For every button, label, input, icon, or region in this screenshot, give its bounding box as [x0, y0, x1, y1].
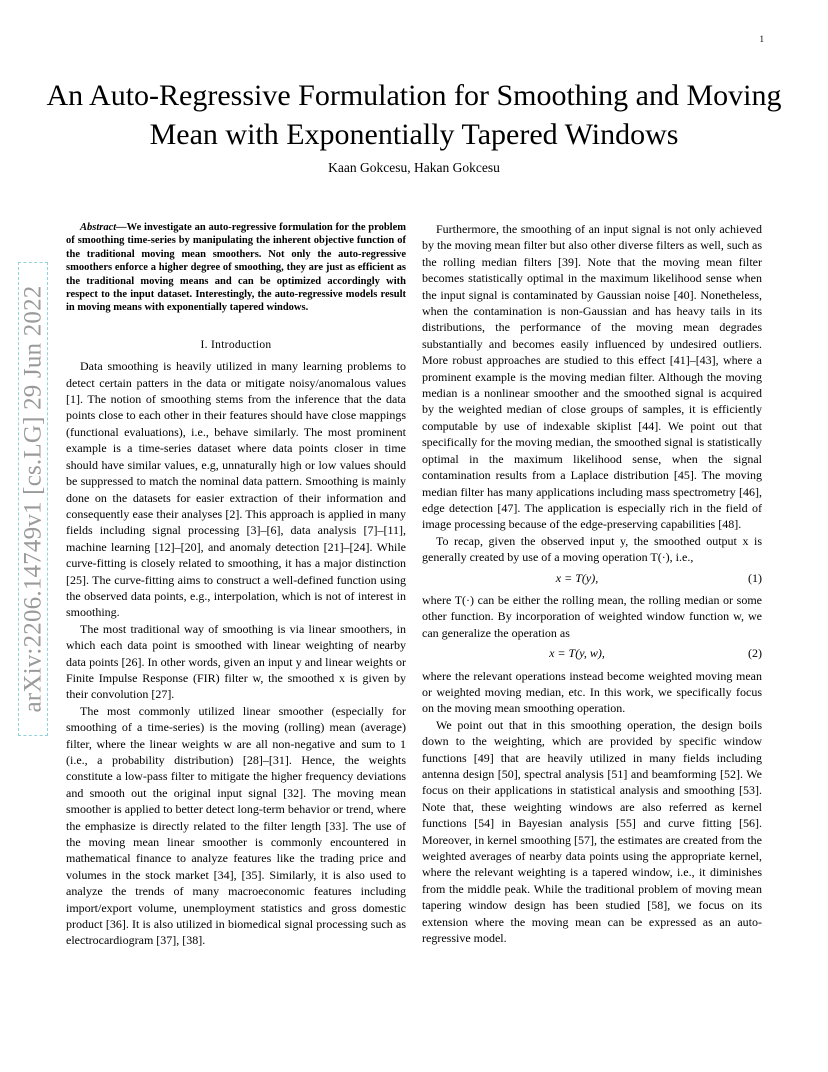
- equation-2: [422, 645, 762, 661]
- arxiv-stamp-text: arXiv:2206.14749v1 [cs.LG] 29 Jun 2022: [19, 285, 46, 713]
- equation-2-number: (2): [748, 646, 762, 661]
- intro-paragraph-2: The most traditional way of smoothing is via linear smoothers, in which each data point is smoothed with linear weighting of nearby data points [26]. In other words, given an input y and linear weights or Finite Impulse Response (FIR) filter w, the smoothed x is given by their convolution [27].: [66, 621, 406, 702]
- right-paragraph-1: Furthermore, the smoothing of an input signal is not only achieved by the moving mean filter but also other diverse filters as well, such as the rolling median filters [39]. Note that the moving mean filter becomes statistically optimal in the maximum likelihood sense when the input signal is contaminated by Gaussian noise [40]. Nonetheless, when the contamination is non-Gaussian and has heavy tails in its distributions, the performance of the moving mean degrades substantially and becomes easily influenced by undesired outliers. More robust approaches are studied to this effect [41]–[43], where a prominent example is the moving median filter. Although the moving median is a nonlinear smoother and the smoothed signal is acquired by the weighted median of close groups of samples, it is efficiently computable by use of indexable skiplist [44]. We point out that specifically for the moving median, the smoothed signal is statistically optimal in the maximum likelihood sense, when the signal contamination results from a Laplace distribution [45]. The moving median filter has many applications including mass spectrometry [46], edge detection [47]. The application is especially rich in the field of image processing because of the edge-preserving capabilities [48].: [422, 222, 762, 532]
- equation-1-number: (1): [748, 570, 762, 585]
- abstract: [66, 221, 406, 315]
- arxiv-stamp[interactable]: [18, 262, 48, 736]
- paper-title: An Auto-Regressive Formulation for Smoothing and Moving Mean with Exponentially Tapered Windows: [46, 79, 782, 151]
- equation-1-body: x = T(y),: [555, 570, 599, 585]
- page-number: 1: [759, 34, 764, 44]
- right-paragraph-5: We point out that in this smoothing operation, the design boils down to the weighting, which are provided by specific window functions [49] that are heavily utilized in many fields including antenna design [50], spectral analysis [51] and beamforming [52]. We focus on their applications in statistical analysis and smoothing [53]. Note that, these weighting windows are also referred as kernel functions [54] in Bayesian analysis [55] and curve fitting [56]. Moreover, in kernel smoothing [57], the estimates are created from the weighted averages of nearby data points using the appropriate kernel, where the relevant weighting is a tapered window, i.e., it diminishes from the middle peak. While the traditional problem of moving mean tapering window design has been studied [58], we focus on its extension where the moving mean can be expressed as an auto-regressive model.: [422, 717, 762, 946]
- paper-authors: Kaan Gokcesu, Hakan Gokcesu: [328, 160, 500, 175]
- section-heading: I. Introduction: [200, 338, 272, 351]
- intro-paragraph-3: The most commonly utilized linear smoother (especially for smoothing of a time-series) is the moving (rolling) mean (average) filter, where the linear weights w are all non-negative and sum to 1 (i.e., a probability distribution) [28]–[31]. Hence, the weights constitute a low-pass filter to mitigate the higher frequency deviations and smooth out the original input signal [32]. The moving mean smoother is applied to better detect long-term behavior or trend, where the emphasize is directly related to the filter length [33]. The use of the moving mean linear smoother is commonly encountered in mathematical finance to analyze features like the trading price and volumes in the stock market [34], [35]. Similarly, it is also used to analyze the trends of many macroeconomic features including import/export volume, unemployment statistics and gross domestic product [36]. It is also utilized in biomedical signal processing such as electrocardiogram [37], [38].: [66, 703, 406, 948]
- right-paragraph-2: To recap, given the observed input y, the smoothed output x is generally created by use of a moving operation T(·), i.e.,: [422, 533, 762, 565]
- abstract-label: Abstract: [80, 222, 117, 233]
- left-column: [66, 221, 406, 949]
- intro-paragraph-1: Data smoothing is heavily utilized in many learning problems to detect certain patters in the data or mitigate noisy/anomalous values [1]. The notion of smoothing stems from the inference that the data points close to each other in their features should have close mappings (functional evaluations), i.e., behave similarly. The most prominent example is a time-series dataset where data points closer in time should have similar values, e.g, unnaturally high or low values should be suppressed to match the nominal data pattern. Smoothing is mainly done on the datasets for easier extraction of their information and consequently ease their analyses [2]. This approach is applied in many fields including signal processing [3]–[6], data analysis [7]–[11], machine learning [12]–[20], and anomaly detection [21]–[24]. While curve-fitting is closely related to smoothing, it has a major distinction [25]. The curve-fitting aims to construct a well-defined function using the observed data points, e.g., interpolation, which is not of interest in smoothing.: [66, 359, 406, 620]
- equation-1: [422, 570, 762, 586]
- equation-2-body: x = T(y, w),: [549, 646, 605, 661]
- right-column: [422, 221, 762, 946]
- abstract-text: —We investigate an auto-regressive formulation for the problem of smoothing time-series by manipulating the inherent objective function of the traditional moving mean smoothers. Not only the auto-regressive smoothers enforce a higher degree of smoothing, they are just as efficient as the traditional moving means and can be optimized accordingly with respect to the input dataset. Interestingly, the auto-regressive models result in moving means with exponentially tapered windows.: [66, 222, 406, 314]
- right-paragraph-4: where the relevant operations instead become weighted moving mean or weighted moving median, etc. In this work, we specifically focus on the moving mean smoothing operation.: [422, 668, 762, 716]
- right-paragraph-3: where T(·) can be either the rolling mean, the rolling median or some other function. By incorporation of weighted window function w, we can generalize the operation as: [422, 592, 762, 640]
